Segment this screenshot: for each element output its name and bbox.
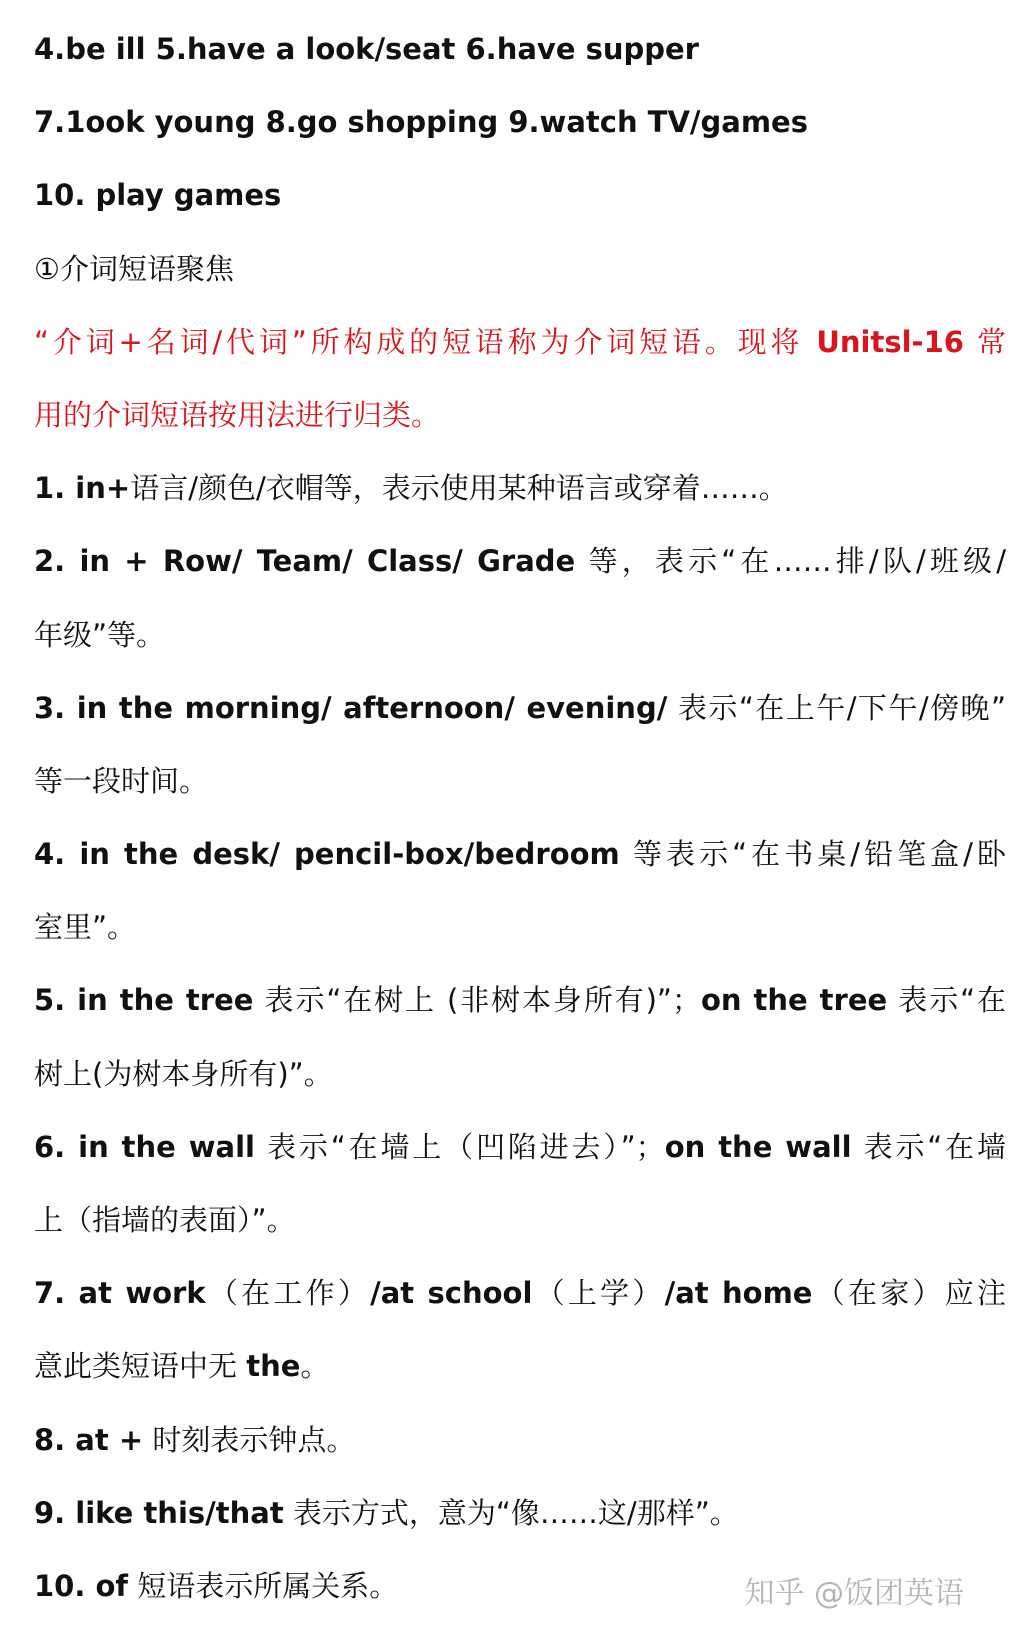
text-line — [34, 159, 1006, 232]
bold-phrase: /at school — [370, 1276, 533, 1311]
text-segment: 等表示“在书桌/铅笔盒/卧 — [619, 837, 1006, 872]
bold-phrase: Unitsl-16 — [816, 324, 964, 359]
text-line — [34, 13, 1006, 86]
text-segment: 。 — [300, 1349, 330, 1384]
text-line — [34, 599, 1006, 672]
text-segment: 意此类短语中无 — [34, 1349, 247, 1384]
text-line — [34, 379, 1006, 452]
text-line — [34, 452, 1006, 525]
bold-phrase: 7. at work — [34, 1276, 206, 1311]
text-segment: ①介词短语聚焦 — [34, 251, 234, 286]
text-line — [34, 745, 1006, 818]
text-segment: 表示“在上午/下午/傍晚” — [667, 690, 1006, 725]
text-segment: 室里”。 — [34, 910, 137, 945]
bold-phrase: 2. in + Row/ Team/ Class/ Grade — [34, 544, 576, 579]
text-line — [34, 818, 1006, 891]
text-line — [34, 86, 1006, 159]
bold-phrase: 4. in the desk/ pencil-box/bedroom — [34, 837, 620, 872]
bold-phrase: on the wall — [664, 1129, 852, 1164]
bold-phrase: 4.be ill 5.have a look/seat 6.have supper — [34, 32, 699, 66]
text-segment: 树上(为树本身所有)”。 — [34, 1056, 333, 1091]
text-segment: （在家）应注 — [812, 1276, 1006, 1311]
bold-phrase: 3. in the morning/ afternoon/ evening/ — [34, 690, 668, 725]
text-line — [34, 1330, 1006, 1403]
bold-phrase: 9. like this/that — [34, 1495, 284, 1530]
text-line — [34, 1111, 1006, 1184]
bold-phrase: 5. in the tree — [34, 983, 254, 1018]
document-body — [34, 13, 1006, 1623]
text-line — [34, 233, 1006, 306]
text-segment: 等一段时间。 — [34, 763, 209, 798]
text-segment: 用的介词短语按用法进行归类。 — [34, 397, 441, 432]
text-line — [34, 1404, 1006, 1477]
bold-phrase: 1. in+ — [34, 471, 131, 506]
text-segment: 表示“在 — [887, 983, 1006, 1018]
text-line — [34, 891, 1006, 964]
text-segment: 时刻表示钟点。 — [143, 1422, 356, 1457]
bold-phrase: 7.1ook young 8.go shopping 9.watch TV/games — [34, 105, 808, 140]
text-line — [34, 964, 1006, 1037]
bold-phrase: the — [246, 1349, 301, 1384]
text-segment: 短语表示所属关系。 — [128, 1568, 399, 1603]
text-segment: 语言/颜色/衣帽等，表示使用某种语言或穿着……。 — [130, 471, 788, 506]
text-segment: 等，表示“在……排/队/班级/ — [575, 544, 1006, 579]
text-segment: 常 — [963, 324, 1006, 359]
text-line — [34, 525, 1006, 598]
text-line — [34, 1257, 1006, 1330]
text-segment: （在工作） — [205, 1276, 371, 1311]
text-segment: 表示方式，意为“像……这/那样”。 — [283, 1495, 739, 1530]
text-segment: （上学） — [532, 1276, 665, 1311]
bold-phrase: /at home — [664, 1276, 813, 1311]
text-line — [34, 306, 1006, 379]
text-segment: 表示“在墙 — [851, 1129, 1006, 1164]
bold-phrase: 10. play games — [34, 178, 282, 213]
text-line — [34, 1038, 1006, 1111]
text-line — [34, 1477, 1006, 1550]
watermark: 知乎 @饭团英语 — [744, 1576, 964, 1611]
text-line — [34, 672, 1006, 745]
text-segment: 表示“在树上 (非树本身所有)”； — [253, 983, 701, 1018]
text-segment: 上（指墙的表面）”。 — [34, 1203, 296, 1237]
text-segment: 年级”等。 — [34, 617, 166, 652]
bold-phrase: 6. in the wall — [34, 1129, 256, 1164]
bold-phrase: on the tree — [700, 983, 888, 1018]
text-segment: “介词+名词/代词”所构成的短语称为介词短语。现将 — [34, 324, 817, 359]
text-segment: 表示“在墙上（凹陷进去）”； — [255, 1129, 665, 1164]
text-line — [34, 1184, 1006, 1257]
bold-phrase: 8. at + — [34, 1422, 144, 1457]
bold-phrase: 10. of — [34, 1568, 129, 1603]
